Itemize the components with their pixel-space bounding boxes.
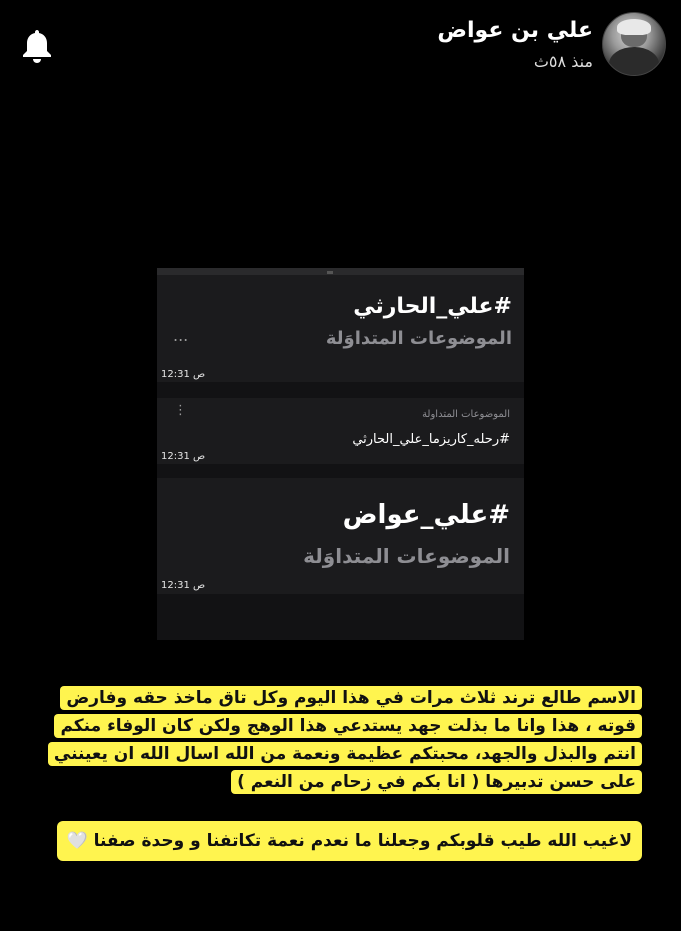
avatar[interactable] xyxy=(602,12,666,76)
hashtag-charisma-trip[interactable]: #رحله_كاريزما_علي_الحارثي xyxy=(352,432,510,447)
more-options-icon[interactable]: ... xyxy=(173,326,189,345)
caption-main-text: الاسم طالع ترند ثلاث مرات في هذا اليوم وكل تاق ماخذ حقه وفارض قوته ، هذا وانا ما بذلت جهد يستدعي هذا الوهج ولكن كان الوفاء منكم انتم والبذل والجهد، محبتكم عظيمة ونعمة من الله اسال الله ان يعينني على حسن تدبيرها ( انا بكم في زحام من النعم ) xyxy=(48,686,642,794)
author-name[interactable]: علي بن عواض xyxy=(437,18,593,43)
trending-label-1: الموضوعات المتداوَلة xyxy=(325,328,512,349)
story-header xyxy=(0,0,681,90)
more-vertical-icon[interactable]: ⋮ xyxy=(174,403,187,418)
hashtag-ali-alharthi[interactable]: #علي_الحارثي xyxy=(353,294,512,319)
trending-label-small: الموضوعات المتداولة xyxy=(422,409,510,420)
caption-secondary-text: لاغيب الله طيب قلوبكم وجعلنا ما نعدم نعمة تكاتفنا و وحدة صفنا 🤍 xyxy=(57,821,642,861)
hashtag-ali-awad[interactable]: #علي_عواض xyxy=(342,500,510,530)
timestamp-2: 12:31 ص xyxy=(161,451,206,462)
divider-3 xyxy=(157,594,524,640)
avatar-headwear xyxy=(617,19,651,35)
embedded-screenshot xyxy=(157,268,524,640)
trending-label-2: الموضوعات المتداوَلة xyxy=(303,544,510,568)
panel-top-bar xyxy=(157,268,524,275)
panel-top-tick xyxy=(327,271,333,274)
caption-secondary xyxy=(40,821,642,861)
post-time: منذ ٥٨ث xyxy=(533,52,593,71)
bell-icon[interactable] xyxy=(20,28,54,64)
timestamp-3: 12:31 ص xyxy=(161,580,206,591)
divider-1 xyxy=(157,382,524,398)
avatar-shoulders xyxy=(609,47,659,76)
divider-2 xyxy=(157,464,524,478)
timestamp-1: 12:31 ص xyxy=(161,369,206,380)
caption-main xyxy=(40,684,642,796)
